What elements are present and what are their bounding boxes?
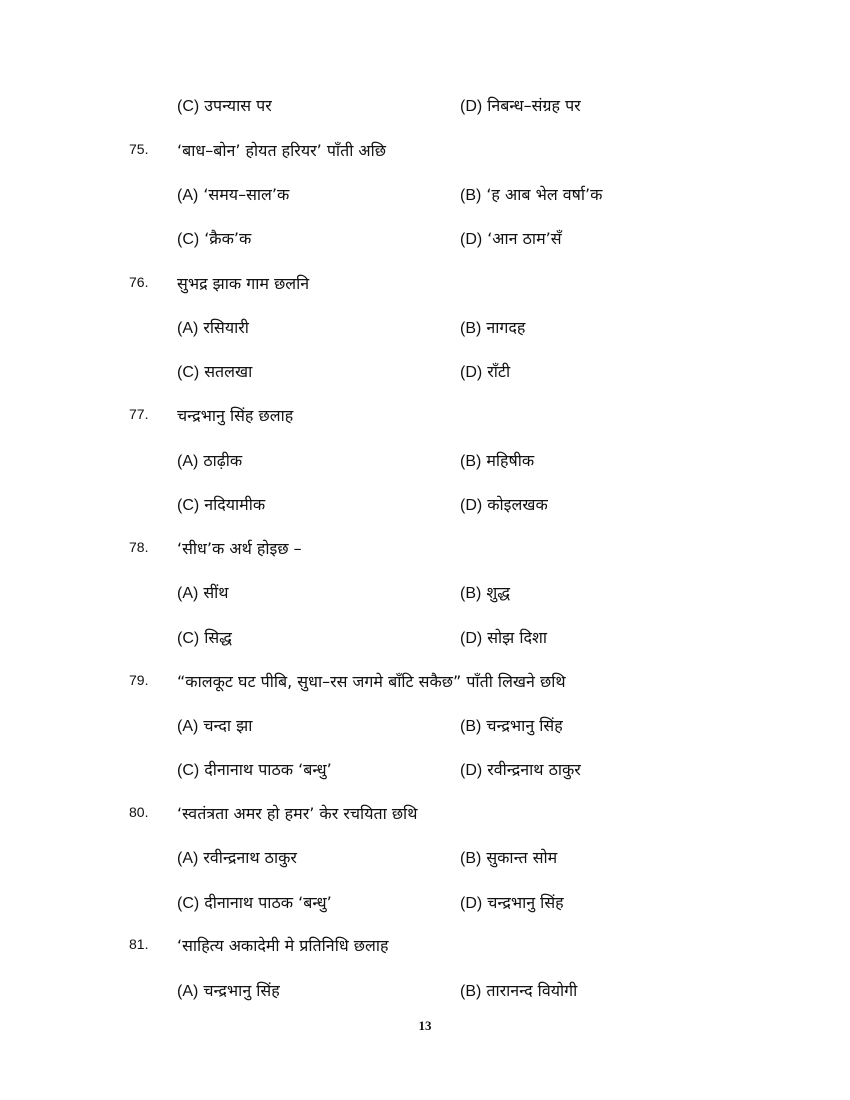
options-77-cd [0,493,850,517]
options-80-cd [0,891,850,915]
option-letter: (A) [177,453,199,470]
option-text: नागदह [486,318,526,337]
option-row [0,227,850,251]
option-text: दीनानाथ पाठक ‘बन्धु’ [204,893,332,912]
question-81 [0,934,850,958]
option-a [177,449,242,471]
option-text: चन्दा झा [203,716,253,735]
options-77-ab [0,449,850,473]
question-75 [0,139,850,163]
option-c [177,227,251,249]
option-text: शुद्ध [486,583,510,602]
option-d [460,94,581,116]
option-row [0,581,850,605]
question-row [0,272,850,296]
options-76-cd [0,360,850,384]
option-letter: (D) [460,364,483,381]
option-d [460,626,547,648]
option-letter: (D) [460,98,483,115]
option-row [0,94,850,118]
question-76 [0,272,850,296]
option-letter: (B) [460,850,482,867]
option-b [460,979,577,1001]
option-c [177,626,232,648]
question-text: ‘स्वतंत्रता अमर हो हमर’ केर रचयिता छथि [177,804,418,823]
question-80 [0,802,850,826]
option-text: रवीन्द्रनाथ ठाकुर [487,760,581,779]
option-letter: (B) [460,718,482,735]
option-letter: (B) [460,187,482,204]
option-b [460,183,602,205]
options-78-ab [0,581,850,605]
options-81-ab [0,979,850,1003]
option-text: नदियामीक [204,495,266,514]
option-text: तारानन्द वियोगी [486,981,578,1000]
question-row [0,537,850,561]
options-80-ab [0,846,850,870]
option-letter: (C) [177,364,200,381]
option-text: चन्द्रभानु सिंह [486,716,563,735]
option-c [177,891,332,913]
option-d [460,493,548,515]
option-letter: (D) [460,231,483,248]
option-letter: (B) [460,320,482,337]
option-a [177,714,252,736]
option-b [460,449,534,471]
option-text: कोइलखक [487,495,548,514]
question-78 [0,537,850,561]
question-77 [0,404,850,428]
option-row [0,714,850,738]
option-letter: (D) [460,895,483,912]
question-79 [0,670,850,694]
option-a [177,979,280,1001]
option-letter: (C) [177,98,200,115]
option-text: चन्द्रभानु सिंह [203,981,280,1000]
option-text: ‘क्रैक’क [204,229,252,248]
option-text: दीनानाथ पाठक ‘बन्धु’ [204,760,332,779]
option-text: सिद्ध [204,628,232,647]
question-text: ‘सीध’क अर्थ होइछ – [177,539,302,558]
question-number: 79. [129,672,149,688]
option-letter: (B) [460,983,482,1000]
option-letter: (C) [177,231,200,248]
option-letter: (D) [460,630,483,647]
option-letter: (B) [460,585,482,602]
question-text: ‘बाध–बोन’ होयत हरियर’ पाँती अछि [177,141,387,160]
option-text: रसियारी [203,318,249,337]
option-row [0,183,850,207]
option-row [0,846,850,870]
question-text: ‘साहित्य अकादेमी मे प्रतिनिधि छलाह [177,936,389,955]
options-75-cd [0,227,850,251]
option-text: सोझ दिशा [487,628,548,647]
question-row [0,934,850,958]
option-c [177,360,252,382]
top-options-block [0,94,850,118]
option-row [0,891,850,915]
option-text: ‘ह आब भेल वर्षा’क [486,185,603,204]
option-text: राँटी [487,362,511,381]
option-d [460,758,581,780]
option-text: सुकान्त सोम [486,848,558,867]
option-a [177,581,229,603]
option-text: निबन्ध–संग्रह पर [487,96,581,115]
option-text: सींथ [203,583,229,602]
option-letter: (C) [177,630,200,647]
question-row [0,802,850,826]
option-row [0,316,850,340]
option-letter: (A) [177,983,199,1000]
option-d [460,360,510,382]
options-78-cd [0,626,850,650]
option-c [177,758,332,780]
option-a [177,316,249,338]
option-b [460,714,563,736]
option-c [177,493,265,515]
question-number: 77. [129,406,149,422]
question-row [0,139,850,163]
option-letter: (D) [460,497,483,514]
question-number: 81. [129,936,149,952]
option-letter: (A) [177,585,199,602]
option-letter: (A) [177,320,199,337]
option-row [0,493,850,517]
option-row [0,449,850,473]
options-76-ab [0,316,850,340]
option-d [460,891,564,913]
option-letter: (A) [177,718,199,735]
question-text: सुभद्र झाक गाम छलनि [177,274,310,293]
option-b [460,846,557,868]
option-text: चन्द्रभानु सिंह [487,893,564,912]
option-letter: (A) [177,850,199,867]
options-79-ab [0,714,850,738]
question-number: 80. [129,804,149,820]
option-letter: (C) [177,497,200,514]
question-number: 76. [129,274,149,290]
question-row [0,404,850,428]
question-number: 75. [129,141,149,157]
option-text: सतलखा [204,362,253,381]
option-text: उपन्यास पर [204,96,272,115]
question-text: “कालकूट घट पीबि, सुधा–रस जगमे बाँटि सकैछ” पाँती लिखने छथि [177,672,566,691]
option-letter: (A) [177,187,199,204]
option-text: ठाढ़ीक [203,451,243,470]
option-letter: (C) [177,895,200,912]
option-c [177,94,272,116]
option-row [0,360,850,384]
options-75-ab [0,183,850,207]
option-letter: (B) [460,453,482,470]
option-text: महिषीक [486,451,535,470]
option-row [0,979,850,1003]
option-text: ‘आन ठाम’सँ [487,229,562,248]
option-b [460,581,510,603]
option-a [177,183,289,205]
question-text: चन्द्रभानु सिंह छलाह [177,406,294,425]
option-d [460,227,562,249]
question-number: 78. [129,539,149,555]
option-text: रवीन्द्रनाथ ठाकुर [203,848,297,867]
option-row [0,626,850,650]
question-row [0,670,850,694]
option-text: ‘समय–साल’क [203,185,290,204]
option-letter: (D) [460,762,483,779]
option-row [0,758,850,782]
option-b [460,316,525,338]
page-number: 13 [418,1018,432,1033]
option-letter: (C) [177,762,200,779]
option-a [177,846,297,868]
options-79-cd [0,758,850,782]
